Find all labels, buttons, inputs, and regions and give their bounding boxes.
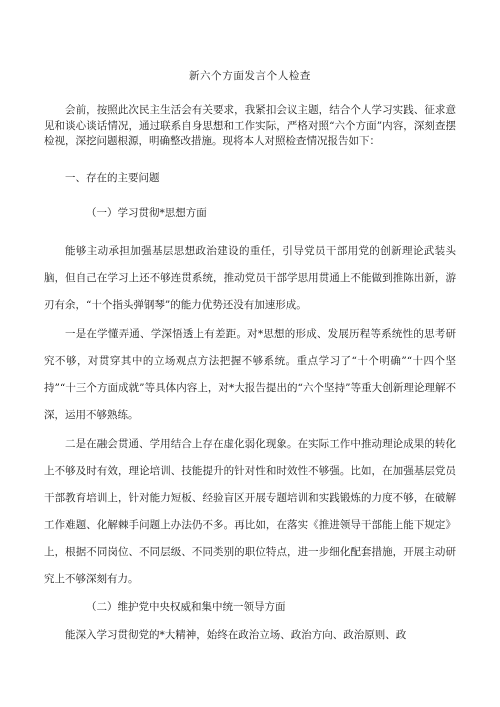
body-paragraph: 二是在融会贯通、学用结合上存在虚化弱化现象。在实际工作中推动理论成果的转化上不够及时有效，理论培训、技能提升的针对性和时效性不够强。比如，在加强基层党员干部教育培训上，针对能力短板、经验盲区开展专题培训和实践锻炼的力度不够，在破解工作难题、化解棘手问题上办法仍不多。再比如，在落实《推进领导干部能上能下规定》上，根据不同岗位、不同层级、不同类别的职位特点，进一步细化配套措施，开展主动研究上不够深刻有力。 [44, 437, 456, 585]
document-title: 新六个方面发言个人检查 [188, 70, 312, 82]
subsection-heading-study: （一）学习贯彻*思想方面 [86, 206, 207, 219]
body-paragraph: 能深入学习贯彻党的*大精神，始终在政治立场、政治方向、政治原则、政 [65, 628, 407, 641]
body-paragraph: 能够主动承担加强基层思想政治建设的重任，引导党员干部用党的创新理论武装头脑，但自己在学习上还不够连贯系统，推动党员干部学思用贯通上不能做到推陈出新，游刃有余，“十个指头弹钢琴”的能力优势还没有加速形成。 [44, 244, 456, 311]
section-heading-problems: 一、存在的主要问题 [65, 171, 160, 184]
intro-paragraph: 会前，按照此次民主生活会有关要求，我紧扣会议主题，结合个人学习实践、征求意见和谈心谈话情况，通过联系自身思想和工作实际，严格对照“六个方面”内容，深刻查摆检视，深挖问题根源，明确整改措施。现将本人对照检查情况报告如下： [44, 104, 456, 147]
subsection-heading-authority: （二）维护党中央权威和集中统一领导方面 [86, 600, 286, 613]
body-paragraph: 一是在学懂弄通、学深悟透上有差距。对*思想的形成、发展历程等系统性的思考研究不够，对贯穿其中的立场观点方法把握不够系统。重点学习了“十个明确”“十四个坚持”“十三个方面成就”等具体内容上，对*大报告提出的“六个坚持”等重大创新理论理解不深，运用不够熟练。 [44, 327, 456, 421]
